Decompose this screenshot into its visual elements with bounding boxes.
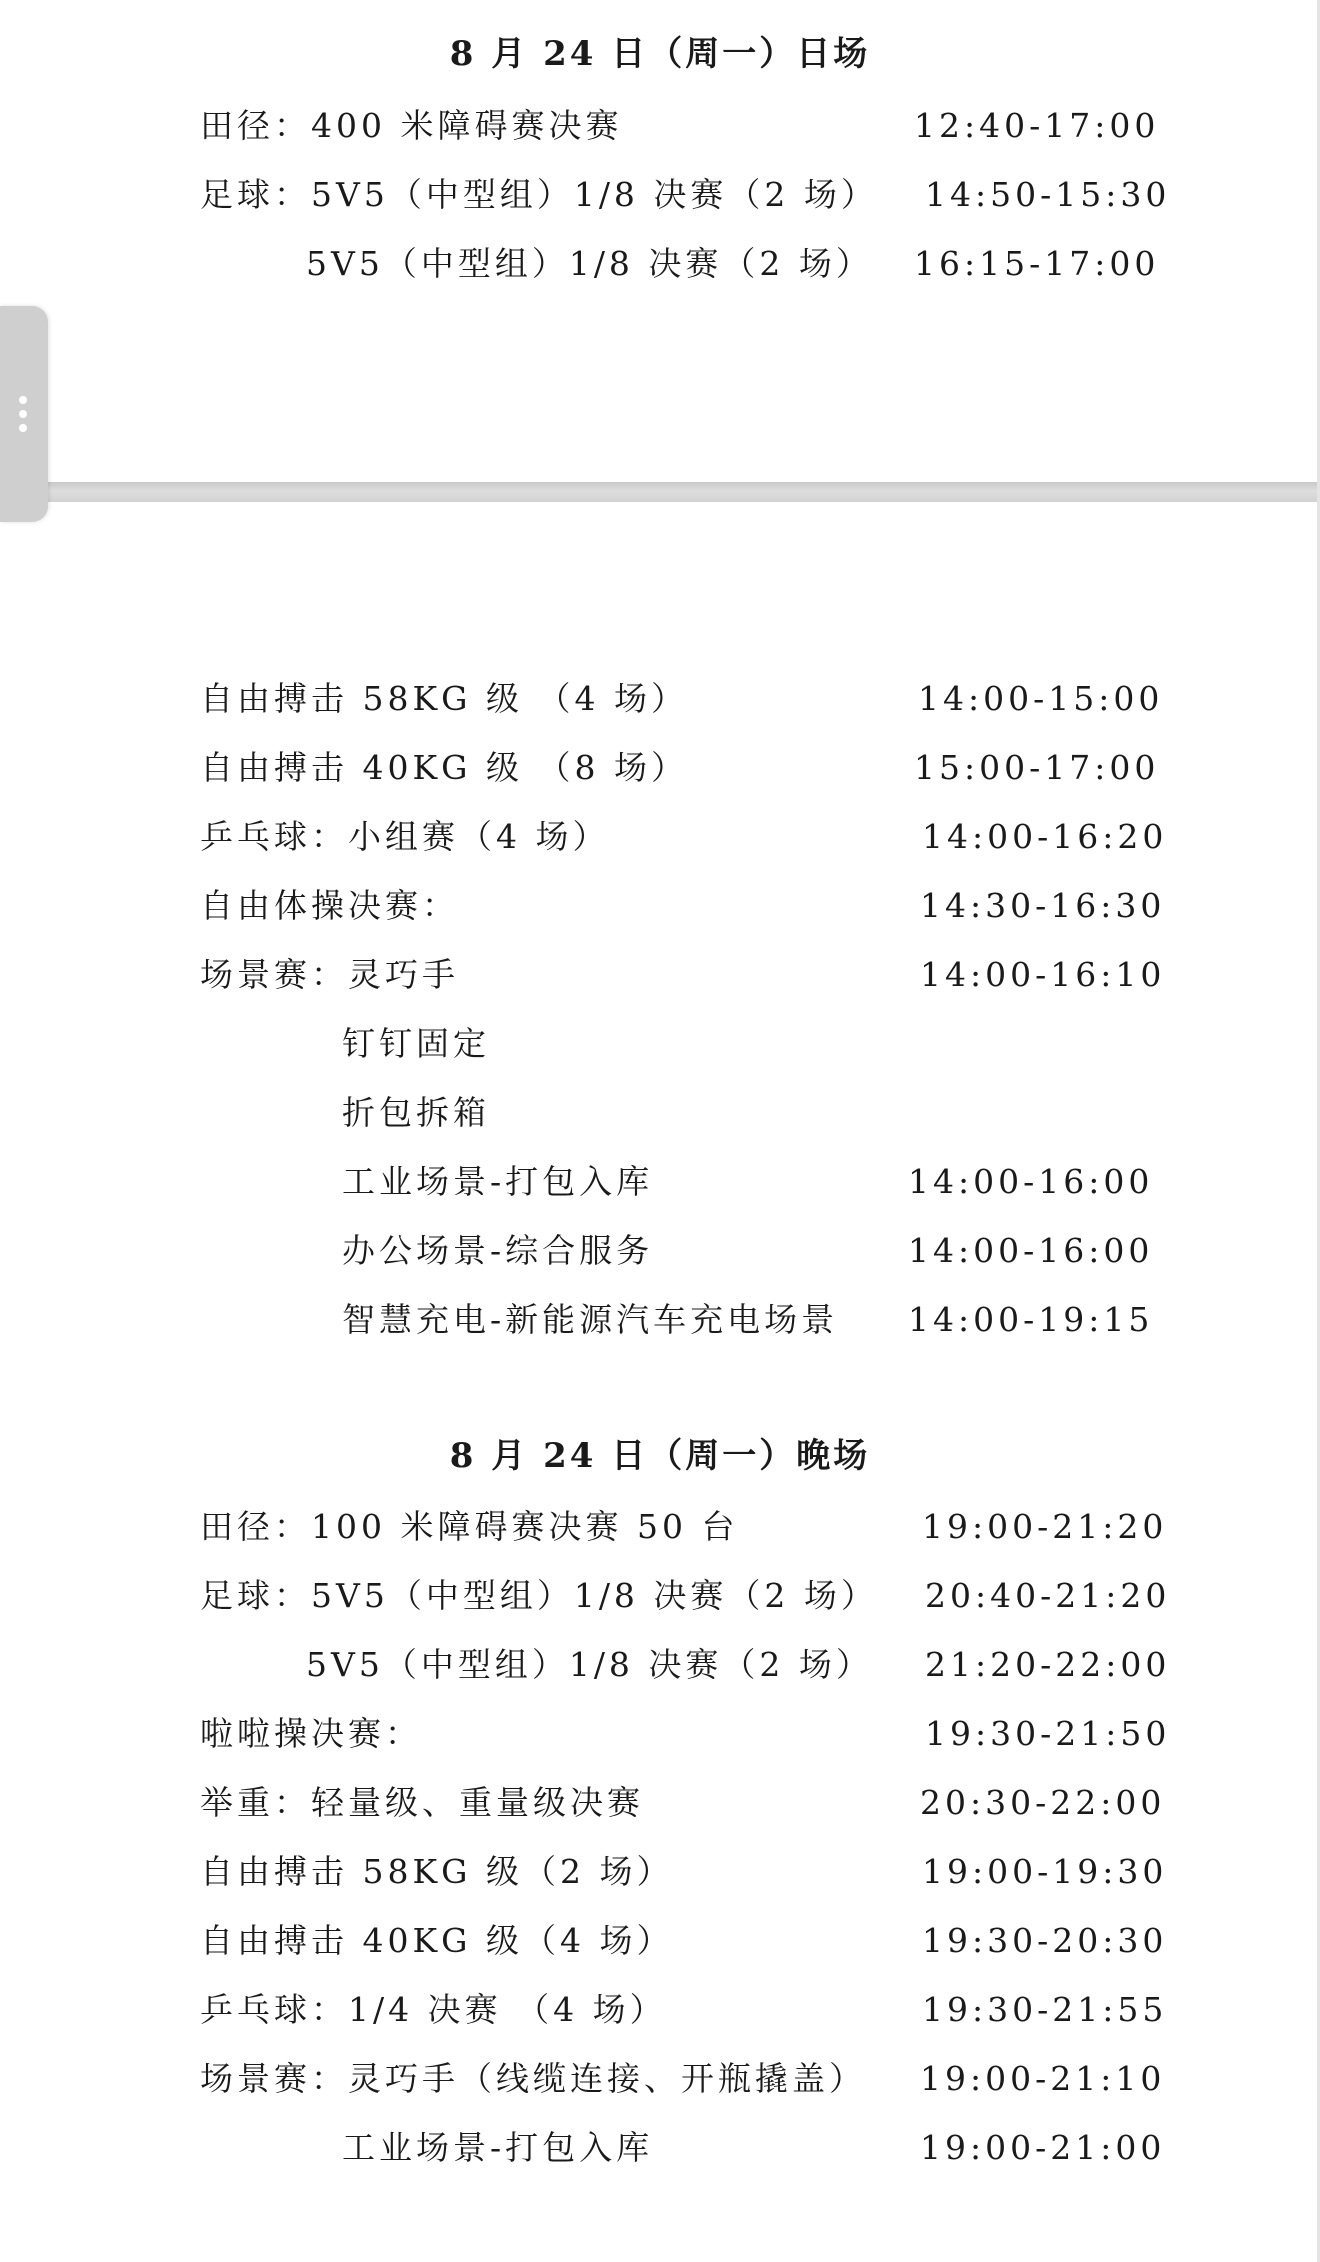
- schedule-row: [200, 173, 1171, 217]
- event-name: 田径：400 米障碍赛决赛: [200, 106, 623, 145]
- schedule-row: [200, 1781, 1166, 1825]
- event-name: 足球：5V5（中型组）1/8 决赛（2 场）: [200, 1576, 878, 1615]
- event-name: 足球：5V5（中型组）1/8 决赛（2 场）: [200, 175, 878, 214]
- event-time: 19:30-21:50: [925, 1714, 1171, 1753]
- schedule-row: [200, 815, 1168, 859]
- event-name: 办公场景-综合服务: [342, 1231, 654, 1270]
- schedule-row: [200, 884, 1166, 928]
- event-time: 19:00-21:00: [920, 2128, 1166, 2167]
- schedule-row: [200, 2057, 1166, 2101]
- event-time: 19:00-21:20: [922, 1507, 1168, 1546]
- event-name: 折包拆箱: [342, 1093, 490, 1132]
- event-time: 16:15-17:00: [914, 244, 1160, 283]
- schedule-row: [306, 242, 1160, 286]
- event-time: 19:30-21:55: [922, 1990, 1168, 2029]
- event-time: 14:00-16:00: [908, 1231, 1154, 1270]
- event-name: 智慧充电-新能源汽车充电场景: [342, 1300, 839, 1339]
- event-name: 自由搏击 58KG 级 （4 场）: [200, 679, 688, 718]
- event-name: 自由体操决赛：: [200, 886, 459, 925]
- event-time: 20:40-21:20: [925, 1576, 1171, 1615]
- event-time: 19:00-19:30: [922, 1852, 1168, 1891]
- schedule-row: [342, 2126, 1166, 2170]
- evening-session-heading: 8 月 24 日（周一）晚场: [449, 1436, 871, 1476]
- event-time: 21:20-22:00: [925, 1645, 1171, 1684]
- schedule-row: [200, 746, 1160, 790]
- schedule-row: [200, 953, 1166, 997]
- event-time: 14:50-15:30: [925, 175, 1171, 214]
- event-name: 钉钉固定: [342, 1024, 490, 1063]
- schedule-row: [342, 1229, 1154, 1273]
- event-time: 19:30-20:30: [922, 1921, 1168, 1960]
- schedule-row: [200, 104, 1160, 148]
- schedule-row: [200, 1505, 1168, 1549]
- side-panel-handle[interactable]: [0, 306, 48, 522]
- schedule-row: [306, 1643, 1171, 1687]
- event-name: 自由搏击 58KG 级（2 场）: [200, 1852, 674, 1891]
- event-name: 田径：100 米障碍赛决赛 50 台: [200, 1507, 739, 1546]
- more-dots-icon: [19, 396, 27, 404]
- schedule-row: [200, 1712, 1171, 1756]
- event-name: 5V5（中型组）1/8 决赛（2 场）: [306, 1645, 873, 1684]
- more-dots-icon: [19, 410, 27, 418]
- event-name: 乒乓球：1/4 决赛 （4 场）: [200, 1990, 667, 2029]
- schedule-row: [342, 1022, 1120, 1066]
- event-name: 啦啦操决赛：: [200, 1714, 422, 1753]
- more-dots-icon: [19, 424, 27, 432]
- event-time: 14:00-19:15: [908, 1300, 1154, 1339]
- event-name: 场景赛：灵巧手（线缆连接、开瓶撬盖）: [200, 2059, 866, 2098]
- event-name: 自由搏击 40KG 级 （8 场）: [200, 748, 688, 787]
- event-name: 5V5（中型组）1/8 决赛（2 场）: [306, 244, 873, 283]
- schedule-row: [342, 1298, 1154, 1342]
- event-time: 20:30-22:00: [920, 1783, 1166, 1822]
- event-time: 14:00-15:00: [918, 679, 1164, 718]
- event-name: 自由搏击 40KG 级（4 场）: [200, 1921, 674, 1960]
- event-name: 举重：轻量级、重量级决赛: [200, 1783, 644, 1822]
- event-time: 14:00-16:00: [908, 1162, 1154, 1201]
- schedule-row: [342, 1091, 1120, 1135]
- event-time: 14:30-16:30: [920, 886, 1166, 925]
- event-name: 乒乓球：小组赛（4 场）: [200, 817, 610, 856]
- schedule-row: [200, 1919, 1168, 1963]
- event-time: 15:00-17:00: [914, 748, 1160, 787]
- schedule-row: [342, 1160, 1154, 1204]
- page-separator: [0, 482, 1320, 502]
- schedule-row: [200, 1574, 1171, 1618]
- event-time: 12:40-17:00: [914, 106, 1160, 145]
- event-name: 工业场景-打包入库: [342, 2128, 654, 2167]
- event-time: 14:00-16:20: [922, 817, 1168, 856]
- schedule-row: [200, 1850, 1168, 1894]
- event-name: 工业场景-打包入库: [342, 1162, 654, 1201]
- event-time: 14:00-16:10: [920, 955, 1166, 994]
- event-name: 场景赛：灵巧手: [200, 955, 459, 994]
- schedule-row: [200, 677, 1164, 721]
- day-session-heading: 8 月 24 日（周一）日场: [449, 34, 871, 74]
- schedule-row: [200, 1988, 1168, 2032]
- event-time: 19:00-21:10: [920, 2059, 1166, 2098]
